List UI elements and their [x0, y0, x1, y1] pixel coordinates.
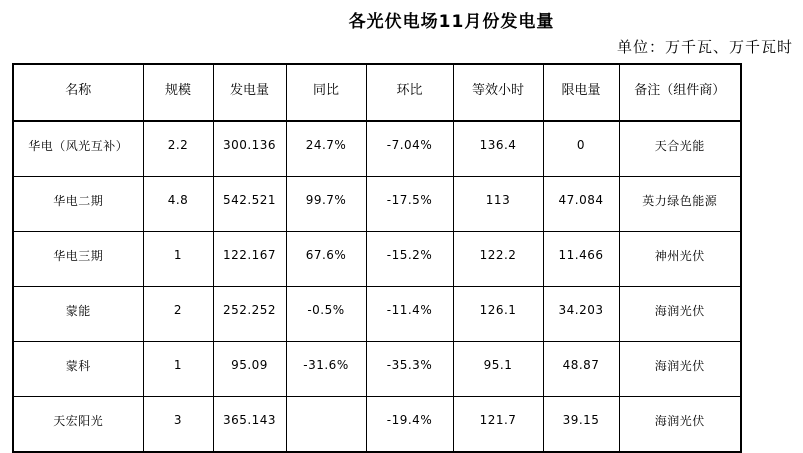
table-cell: 122.2: [453, 232, 543, 287]
table-cell: 122.167: [213, 232, 286, 287]
column-header-mom: 环比: [366, 64, 453, 121]
generation-table: [12, 63, 742, 453]
table-row: [13, 177, 741, 232]
table-cell: -11.4%: [366, 287, 453, 342]
table-cell: 华电三期: [13, 232, 143, 287]
table-row: [13, 121, 741, 177]
table-cell: 542.521: [213, 177, 286, 232]
table-cell: -19.4%: [366, 397, 453, 453]
table-cell: 华电二期: [13, 177, 143, 232]
table-cell: 英力绿色能源: [619, 177, 741, 232]
table-cell: 蒙科: [13, 342, 143, 397]
table-body: [13, 121, 741, 452]
table-cell: 365.143: [213, 397, 286, 453]
table-cell: 蒙能: [13, 287, 143, 342]
table-cell: 11.466: [543, 232, 619, 287]
table-cell: 47.084: [543, 177, 619, 232]
table-row: [13, 342, 741, 397]
table-cell: 天宏阳光: [13, 397, 143, 453]
table-cell: 天合光能: [619, 121, 741, 177]
table-row: [13, 287, 741, 342]
table-cell: 136.4: [453, 121, 543, 177]
table-cell: 海润光伏: [619, 342, 741, 397]
column-header-name: 名称: [13, 64, 143, 121]
table-cell: -0.5%: [286, 287, 366, 342]
table-cell: 113: [453, 177, 543, 232]
table-cell: 252.252: [213, 287, 286, 342]
table-cell: -7.04%: [366, 121, 453, 177]
column-header-remarks: 备注（组件商）: [619, 64, 741, 121]
table-cell: 300.136: [213, 121, 286, 177]
table-cell: 121.7: [453, 397, 543, 453]
table-cell: 67.6%: [286, 232, 366, 287]
table-cell: -15.2%: [366, 232, 453, 287]
table-cell: 95.09: [213, 342, 286, 397]
table-cell: 3: [143, 397, 213, 453]
table-cell: 0: [543, 121, 619, 177]
table-cell: 4.8: [143, 177, 213, 232]
column-header-scale: 规模: [143, 64, 213, 121]
table-cell: 24.7%: [286, 121, 366, 177]
table-header-row: [13, 64, 741, 121]
table-row: [13, 232, 741, 287]
column-header-curtailment: 限电量: [543, 64, 619, 121]
table-cell: 39.15: [543, 397, 619, 453]
table-cell: 华电（风光互补）: [13, 121, 143, 177]
table-cell: 2.2: [143, 121, 213, 177]
table-cell: 海润光伏: [619, 287, 741, 342]
table-cell: 神州光伏: [619, 232, 741, 287]
table-cell: 48.87: [543, 342, 619, 397]
column-header-equivalent-hours: 等效小时: [453, 64, 543, 121]
table-cell: -35.3%: [366, 342, 453, 397]
column-header-generation: 发电量: [213, 64, 286, 121]
table-cell: 1: [143, 232, 213, 287]
table-cell: 1: [143, 342, 213, 397]
table-cell: -17.5%: [366, 177, 453, 232]
table-cell: 99.7%: [286, 177, 366, 232]
table-cell: 126.1: [453, 287, 543, 342]
table-cell: 34.203: [543, 287, 619, 342]
table-cell: 海润光伏: [619, 397, 741, 453]
column-header-yoy: 同比: [286, 64, 366, 121]
table-row: [13, 397, 741, 453]
table-cell: [286, 397, 366, 453]
page-title: 各光伏电场11月份发电量: [348, 12, 555, 32]
table-cell: -31.6%: [286, 342, 366, 397]
unit-note: 单位：万千瓦、万千瓦时: [616, 38, 793, 56]
table-cell: 2: [143, 287, 213, 342]
table-cell: 95.1: [453, 342, 543, 397]
